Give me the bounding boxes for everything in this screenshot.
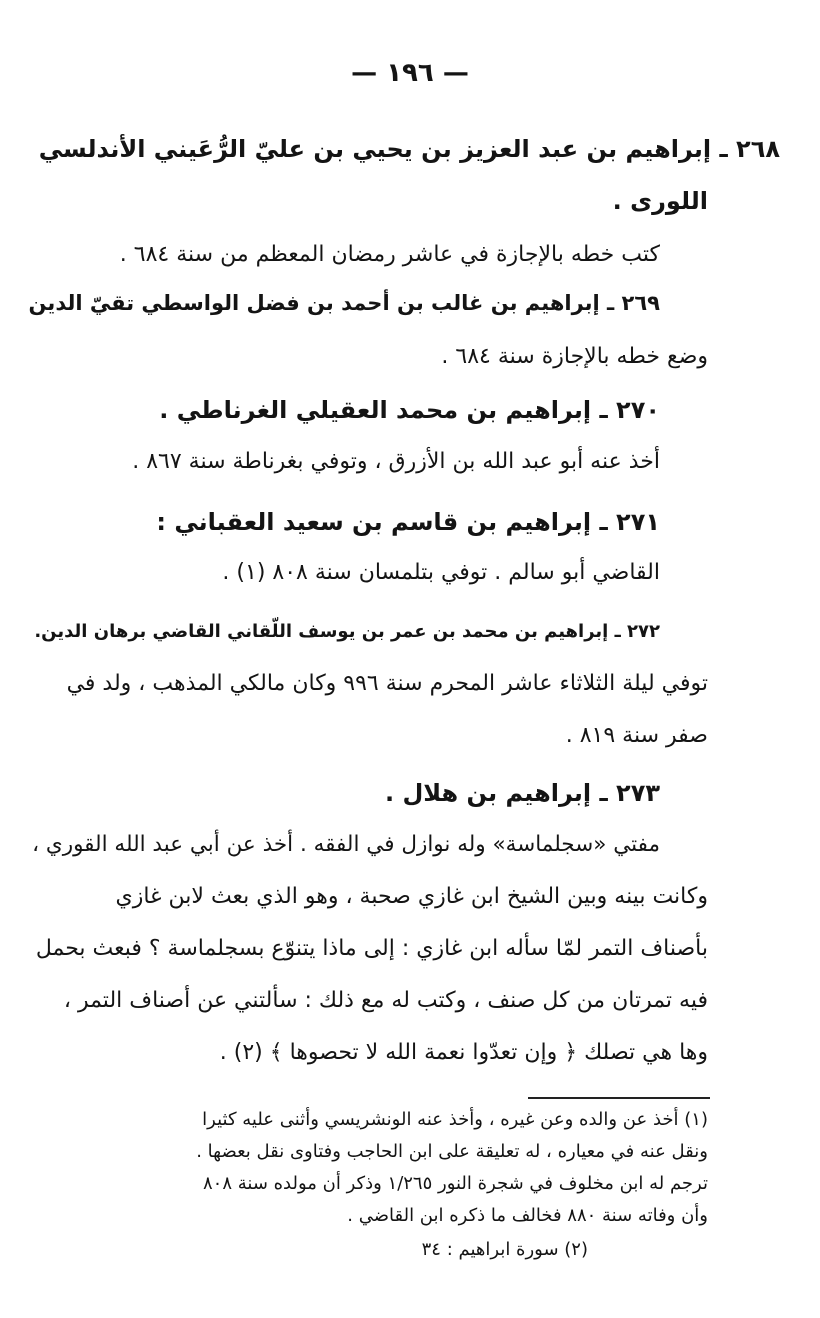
entry-269-body: وضع خطه بالإجازة سنة ٦٨٤ .: [441, 344, 708, 369]
entry-273-body-2: وكانت بينه وبين الشيخ ابن غازي صحبة ، وهو الذي بعث لابن غازي: [115, 884, 708, 909]
entry-271-heading: ٢٧١ ـ إبراهيم بن قاسم بن سعيد العقباني :: [156, 508, 660, 536]
entry-268-heading: ٢٦٨ ـ إبراهيم بن عبد العزيز بن يحيي بن عليّ الرُّعَيني الأندلسي: [38, 135, 780, 163]
entry-273-heading: ٢٧٣ ـ إبراهيم بن هلال .: [385, 779, 660, 807]
entry-272-body: توفي ليلة الثلاثاء عاشر المحرم سنة ٩٩٦ وكان مالكي المذهب ، ولد في: [66, 671, 708, 696]
footnote-1-line-2: ونقل عنه في معياره ، له تعليقة على ابن الحاجب وفتاوى نقل بعضها .: [196, 1141, 708, 1162]
footnote-1-line-1: (١) أخذ عن والده وعن غيره ، وأخذ عنه الونشريسي وأثنى عليه كثيرا: [202, 1109, 708, 1130]
entry-271-body: القاضي أبو سالم . توفي بتلمسان سنة ٨٠٨ (١) .: [222, 560, 660, 585]
entry-272-heading: ٢٧٢ ـ إبراهيم بن محمد بن عمر بن يوسف اللّقاني القاضي برهان الدين.: [34, 621, 660, 642]
entry-273-body-3: بأصناف التمر لمّا سأله ابن غازي : إلى ماذا يتنوّع بسجلماسة ؟ فبعث بحمل: [35, 936, 708, 961]
entry-269-heading: ٢٦٩ ـ إبراهيم بن غالب بن أحمد بن فضل الواسطي تقيّ الدين: [28, 291, 660, 315]
entry-272-body-cont: صفر سنة ٨١٩ .: [565, 723, 708, 748]
footnote-2: (٢) سورة ابراهيم : ٣٤: [421, 1239, 588, 1260]
entry-273-body-1: مفتي «سجلماسة» وله نوازل في الفقه . أخذ عن أبي عبد الله القوري ،: [32, 832, 660, 857]
page-number: — ١٩٦ —: [351, 58, 469, 88]
entry-273-body-4: فيه تمرتان من كل صنف ، وكتب له مع ذلك : سألتني عن أصناف التمر ،: [63, 988, 708, 1013]
entry-268-body: كتب خطه بالإجازة في عاشر رمضان المعظم من سنة ٦٨٤ .: [119, 242, 660, 267]
footnote-separator: [528, 1097, 710, 1099]
footnote-1-line-4: وأن وفاته سنة ٨٨٠ فخالف ما ذكره ابن القاضي .: [347, 1205, 708, 1226]
entry-270-heading: ٢٧٠ ـ إبراهيم بن محمد العقيلي الغرناطي .: [159, 396, 660, 424]
entry-268-heading-cont: اللورى .: [612, 187, 708, 215]
footnote-1-line-3: ترجم له ابن مخلوف في شجرة النور ١/٢٦٥ وذكر أن مولده سنة ٨٠٨: [203, 1173, 708, 1194]
entry-270-body: أخذ عنه أبو عبد الله بن الأزرق ، وتوفي بغرناطة سنة ٨٦٧ .: [132, 449, 660, 474]
entry-273-body-5: وها هي تصلك ﴿ وإن تعدّوا نعمة الله لا تحصوها ﴾ (٢) .: [219, 1040, 708, 1065]
